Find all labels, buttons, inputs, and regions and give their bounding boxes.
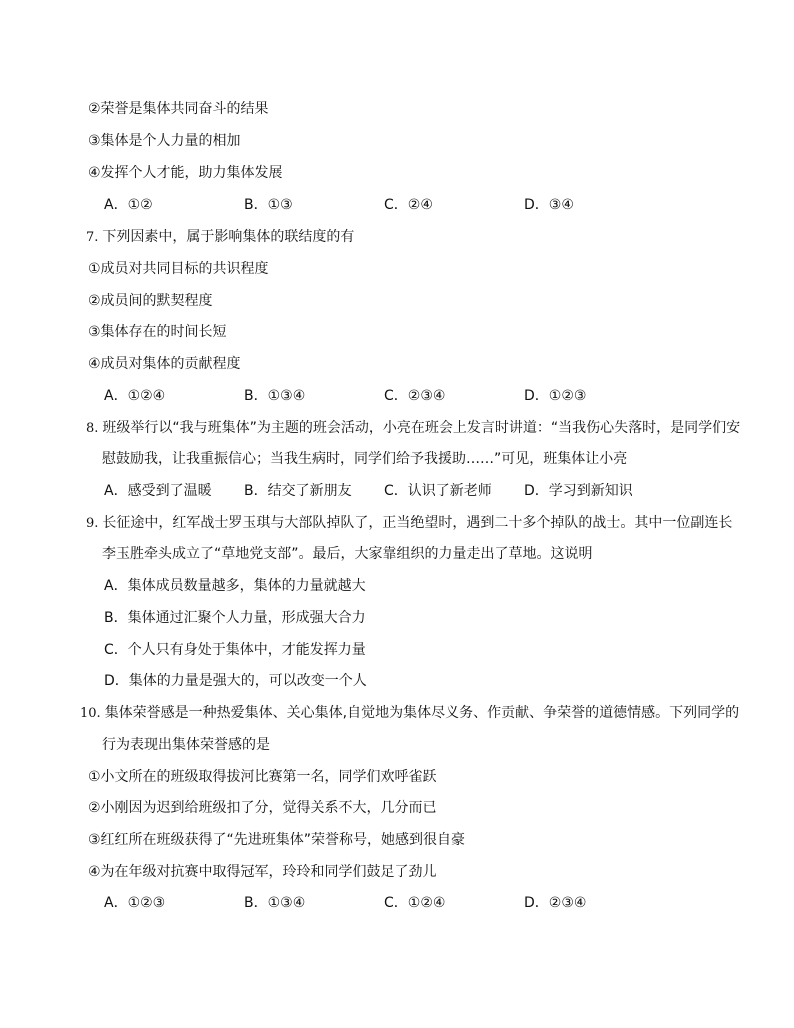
q7-statement-3: ③集体存在的时间长短 — [88, 324, 227, 340]
q10-option-c: C．①②④ — [384, 895, 446, 911]
q10-stem-text-1: 集体荣誉感是一种热爱集体、关心集体,自觉地为集体尽义务、作贡献、争荣誉的道德情感。下列同学的 — [104, 705, 740, 721]
q7-stem-text: 下列因素中，属于影响集体的联结度的有 — [102, 229, 355, 245]
q7-options — [104, 386, 704, 406]
q7-stem — [86, 227, 354, 248]
q9-number: 9. — [86, 516, 99, 531]
q8-stem-line-1 — [86, 418, 740, 439]
q7-statement-1: ①成员对共同目标的共识程度 — [88, 261, 269, 277]
q9-option-d: D．集体的力量是强大的，可以改变一个人 — [104, 673, 367, 689]
q7-option-b: B．①③④ — [244, 388, 306, 404]
q8-stem-text-1: 班级举行以“我与班集体”为主题的班会活动，小亮在班会上发言时讲道：“当我伤心失落时，是同学们安 — [102, 420, 741, 436]
q7-number: 7. — [86, 230, 99, 245]
q10-statement-3: ③红红所在班级获得了“先进班集体”荣誉称号，她感到很自豪 — [88, 832, 466, 848]
q6-statement-4: ④发挥个人才能，助力集体发展 — [88, 165, 283, 181]
q6-option-c: C．②④ — [384, 197, 433, 213]
q7-option-d: D．①②③ — [524, 388, 587, 404]
q10-stem-line-2: 行为表现出集体荣誉感的是 — [102, 737, 270, 753]
q10-options — [104, 893, 704, 913]
q8-option-d: D．学习到新知识 — [524, 483, 633, 499]
q7-option-a: A．①②④ — [104, 388, 166, 404]
q10-statement-1: ①小文所在的班级取得拔河比赛第一名，同学们欢呼雀跃 — [88, 769, 437, 785]
q9-option-a: A．集体成员数量越多，集体的力量就越大 — [104, 578, 366, 594]
q8-stem-line-2: 慰鼓励我，让我重振信心；当我生病时，同学们给予我援助……”可见，班集体让小亮 — [102, 451, 628, 467]
q6-statement-2: ②荣誉是集体共同奋斗的结果 — [88, 101, 269, 117]
q6-statement-3: ③集体是个人力量的相加 — [88, 133, 241, 149]
q10-option-a: A．①②③ — [104, 895, 166, 911]
q10-statement-4: ④为在年级对抗赛中取得冠军，玲玲和同学们鼓足了劲儿 — [88, 864, 437, 880]
q6-option-d: D．③④ — [524, 197, 574, 213]
q9-option-c: C．个人只有身处于集体中，才能发挥力量 — [104, 642, 366, 658]
q8-options — [104, 481, 704, 501]
q8-option-c: C．认识了新老师 — [384, 483, 492, 499]
q10-number: 10. — [80, 706, 101, 721]
q10-option-b: B．①③④ — [244, 895, 306, 911]
q10-stem-line-1 — [80, 703, 739, 724]
q10-option-d: D．②③④ — [524, 895, 587, 911]
q8-option-b: B．结交了新朋友 — [244, 483, 352, 499]
q9-stem-text-1: 长征途中，红军战士罗玉琪与大部队掉队了，正当绝望时，遇到二十多个掉队的战士。其中一位副连长 — [102, 515, 733, 531]
q10-statement-2: ②小刚因为迟到给班级扣了分，觉得关系不大，几分而已 — [88, 800, 437, 816]
q6-options — [104, 195, 704, 215]
q9-option-b: B．集体通过汇聚个人力量，形成强大合力 — [104, 610, 366, 626]
q6-option-a: A．①② — [104, 197, 153, 213]
q9-stem-line-2: 李玉胜牵头成立了“草地党支部”。最后，大家靠组织的力量走出了草地。这说明 — [102, 546, 593, 562]
q7-statement-4: ④成员对集体的贡献程度 — [88, 356, 241, 372]
q9-stem-line-1 — [86, 513, 732, 534]
q7-statement-2: ②成员间的默契程度 — [88, 293, 213, 309]
q6-option-b: B．①③ — [244, 197, 293, 213]
q8-option-a: A．感受到了温暖 — [104, 483, 212, 499]
q7-option-c: C．②③④ — [384, 388, 446, 404]
q8-number: 8. — [86, 421, 99, 436]
